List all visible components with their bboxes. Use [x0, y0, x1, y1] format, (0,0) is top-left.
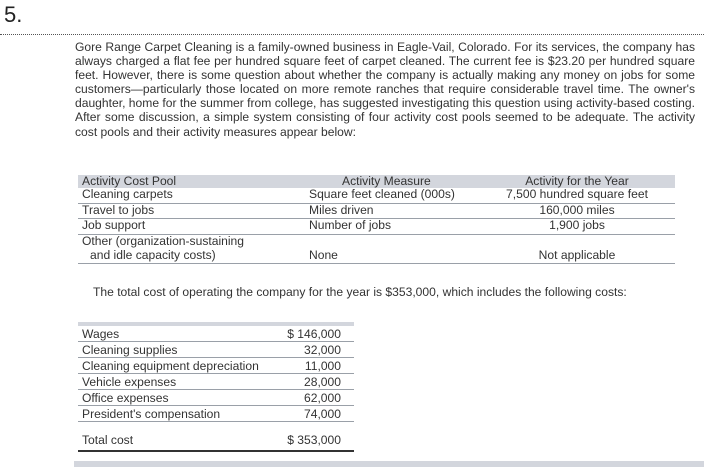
cost-value: 28,000 — [304, 375, 341, 389]
total-cost-row — [78, 430, 354, 452]
cost-label: Cleaning supplies — [82, 343, 178, 357]
cost-value: 74,000 — [304, 407, 341, 421]
header-activity-for-year: Activity for the Year — [525, 174, 629, 188]
costs-table — [78, 322, 354, 422]
dotted-divider — [0, 34, 704, 35]
measure-cell: Square feet cleaned (000s) — [309, 187, 455, 201]
cost-value: 62,000 — [304, 391, 341, 405]
activity-row-other — [78, 235, 675, 249]
cost-row — [78, 342, 354, 358]
pool-cell: Travel to jobs — [82, 202, 155, 217]
total-cost-sentence: The total cost of operating the company for the year is $353,000, which includes the following costs: — [93, 285, 627, 299]
year-cell: Not applicable — [538, 248, 616, 263]
cost-row — [78, 406, 354, 422]
cost-value: 11,000 — [304, 359, 341, 373]
measure-cell: Number of jobs — [309, 218, 392, 233]
intro-paragraph: Gore Range Carpet Cleaning is a family-owned business in Eagle-Vail, Colorado. For its services, the company has always charged a flat fee per hundred square feet of carpet cleaned. The current fee is $23.20 per hundred square feet. However, there is some question about whether the company is actually making any money on jobs for some customers—particularly those located on more remote ranches that require considerable travel time. The owner's daughter, home for the summer from college, has suggested investigating this question using activity-based costing. After some discussion, a simple system consisting of four activity cost pools seemed to be adequate. The activity cost pools and their activity measures appear below: — [75, 40, 695, 139]
pool-cell: Job support — [82, 218, 146, 233]
cost-row — [78, 390, 354, 406]
cost-row — [78, 374, 354, 390]
total-cost-label: Total cost — [82, 433, 134, 447]
cost-label: President's compensation — [82, 407, 221, 421]
activity-cost-pool-table — [78, 175, 675, 264]
header-activity-cost-pool: Activity Cost Pool — [82, 174, 177, 188]
activity-row — [78, 219, 675, 235]
pool-cell: Other (organization-sustaining — [82, 234, 245, 249]
year-cell: 7,500 hundred square feet — [506, 187, 648, 201]
year-cell: 160,000 miles — [539, 202, 615, 217]
cost-label: Office expenses — [82, 391, 169, 405]
activity-row — [78, 188, 675, 204]
header-activity-measure: Activity Measure — [342, 174, 431, 188]
bottom-bar — [74, 461, 704, 467]
measure-cell: Miles driven — [309, 202, 374, 217]
cost-label: Vehicle expenses — [82, 375, 177, 389]
activity-row-other-cont — [78, 249, 675, 264]
cost-value: $ 146,000 — [287, 327, 341, 341]
question-number: 5. — [4, 2, 23, 27]
measure-cell: None — [309, 248, 338, 263]
cost-label: Wages — [82, 327, 120, 341]
cost-label: Cleaning equipment depreciation — [82, 359, 259, 373]
activity-row — [78, 204, 675, 220]
cost-value: 32,000 — [304, 343, 341, 357]
pool-cell: Cleaning carpets — [82, 187, 173, 201]
total-cost-value: $ 353,000 — [287, 433, 341, 447]
cost-row — [78, 326, 354, 342]
year-cell: 1,900 jobs — [549, 218, 605, 233]
cost-row — [78, 358, 354, 374]
pool-cell-continued: and idle capacity costs) — [90, 248, 216, 263]
